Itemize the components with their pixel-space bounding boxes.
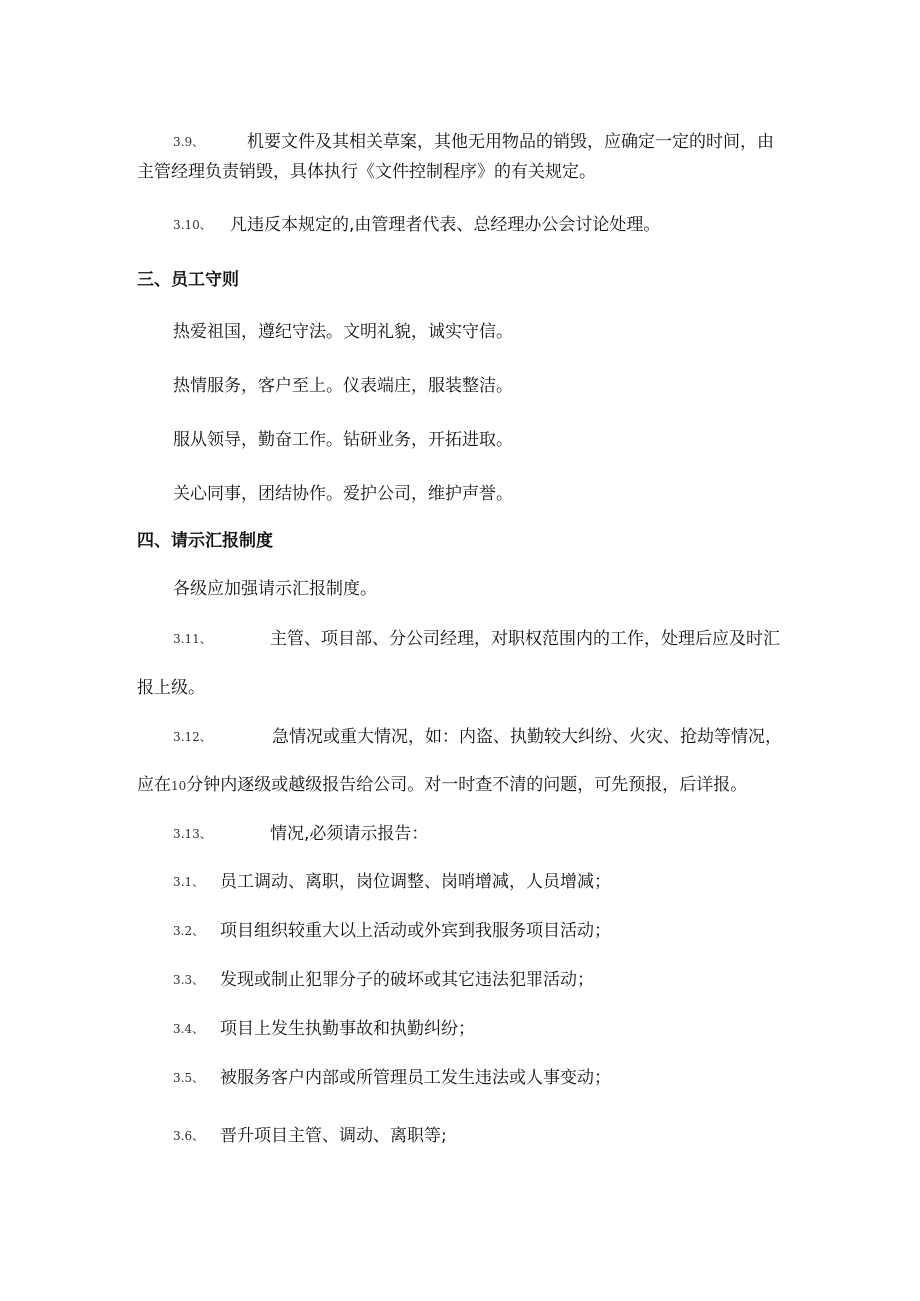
item-3-10-text: 凡违反本规定的,由管理者代表、总经理办公会讨论处理。 (230, 215, 661, 235)
list-item-number: 3.3、 (173, 973, 205, 987)
section-heading-reporting-system: 四、请示汇报制度 (137, 531, 273, 551)
item-number-3-9: 3.9、 (173, 135, 205, 149)
item-3-11-line-1: 主管、项目部、分公司经理，对职权范围内的工作，处理后应及时汇 (270, 629, 780, 649)
item-number-3-10: 3.10、 (173, 218, 212, 232)
list-item-text: 项目组织较重大以上活动或外宾到我服务项目活动； (220, 921, 611, 941)
list-item-text: 晋升项目主管、调动、离职等; (220, 1126, 447, 1146)
rule-line: 热爱祖国，遵纪守法。文明礼貌，诚实守信。 (173, 322, 513, 342)
item-3-11-line-2: 报上级。 (137, 678, 205, 698)
list-item-number: 3.2、 (173, 924, 205, 938)
item-3-12-line-2-pre: 应在 (137, 775, 171, 795)
item-3-12-minutes: 10 (171, 779, 187, 793)
rule-line: 服从领导，勤奋工作。钻研业务，开拓进取。 (173, 430, 513, 450)
list-item-text: 被服务客户内部或所管理员工发生违法或人事变动； (220, 1068, 611, 1088)
section-intro: 各级应加强请示汇报制度。 (173, 579, 377, 599)
item-number-3-11: 3.11、 (173, 632, 212, 646)
list-item-number: 3.4、 (173, 1022, 205, 1036)
item-3-9-line-2: 主管经理负责销毁，具体执行《文件控制程序》的有关规定。 (137, 162, 596, 182)
item-number-3-13: 3.13、 (173, 827, 212, 841)
item-3-12-line-2 (137, 774, 747, 797)
item-3-9-line-1: 机要文件及其相关草案，其他无用物品的销毁，应确定一定的时间，由 (247, 132, 774, 152)
item-3-12-line-2-post: 分钟内逐级或越级报告给公司。对一时查不清的问题，可先预报，后详报。 (186, 775, 748, 795)
list-item-number: 3.6、 (173, 1129, 205, 1143)
list-item-text: 员工调动、离职，岗位调整、岗哨增减，人员增减； (220, 872, 611, 892)
list-item-number: 3.1、 (173, 875, 205, 889)
list-item-text: 项目上发生执勤事故和执勤纠纷； (220, 1019, 475, 1039)
rule-line: 热情服务，客户至上。仪表端庄，服装整洁。 (173, 376, 513, 396)
rule-line: 关心同事，团结协作。爱护公司，维护声誉。 (173, 484, 513, 504)
section-heading-employee-rules: 三、员工守则 (137, 270, 239, 290)
list-item-text: 发现或制止犯罪分子的破坏或其它违法犯罪活动； (220, 970, 594, 990)
item-number-3-12: 3.12、 (173, 730, 212, 744)
list-item-number: 3.5、 (173, 1071, 205, 1085)
item-3-13-text: 情况,必须请示报告： (270, 824, 429, 844)
item-3-12-line-1: 急情况或重大情况，如：内盗、执勤较大纠纷、火灾、抢劫等情况， (272, 727, 782, 747)
